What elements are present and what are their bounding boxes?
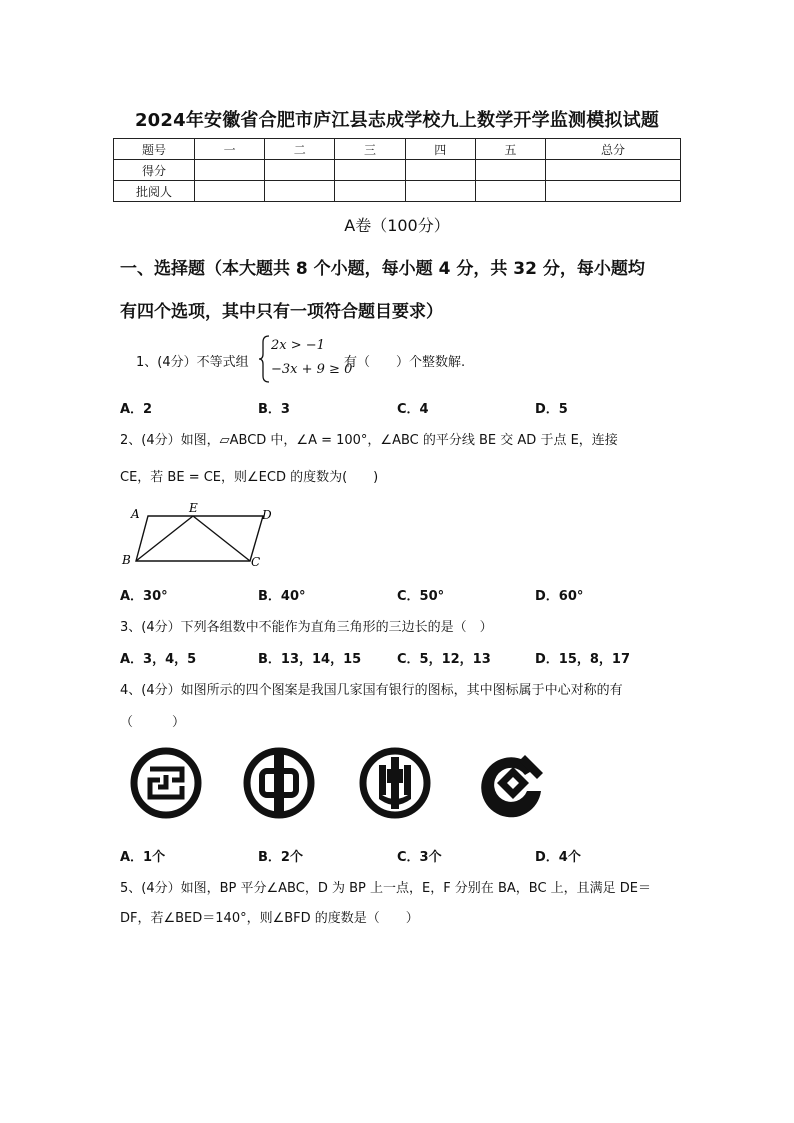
q4-line1: 4、(4分）如图所示的四个图案是我国几家国有银行的图标，其中图标属于中心对称的有 bbox=[120, 683, 623, 698]
part1-heading-line1: 一、选择题（本大题共 8 个小题，每小题 4 分，共 32 分，每小题均 bbox=[120, 259, 645, 279]
exam-title: 2024年安徽省合肥市庐江县志成学校九上数学开学监测模拟试题 bbox=[134, 110, 660, 131]
q2-line2: CE，若 BE = CE，则∠ECD 的度数为( ) bbox=[120, 470, 379, 485]
score-cell bbox=[335, 160, 405, 181]
q5-line1: 5、(4分）如图，BP 平分∠ABC，D 为 BP 上一点，E，F 分别在 BA，BC 上，且满足 DE＝ bbox=[120, 881, 652, 896]
grader-cell bbox=[546, 181, 681, 202]
q3-option-b[interactable]: B．13，14，15 bbox=[258, 652, 362, 667]
q4-option-a[interactable]: A．1个 bbox=[120, 850, 166, 865]
q2-option-c[interactable]: C．50° bbox=[397, 589, 445, 604]
score-row bbox=[114, 160, 681, 181]
q3-option-a[interactable]: A．3，4，5 bbox=[120, 652, 197, 667]
grader-cell bbox=[265, 181, 335, 202]
score-cell bbox=[265, 160, 335, 181]
score-header-cell: 总分 bbox=[546, 139, 681, 160]
q1-option-c[interactable]: C．4 bbox=[397, 402, 429, 417]
score-cell bbox=[195, 160, 265, 181]
score-table bbox=[113, 138, 681, 202]
q2-option-b[interactable]: B．40° bbox=[258, 589, 306, 604]
score-header-cell: 三 bbox=[335, 139, 405, 160]
grader-cell bbox=[195, 181, 265, 202]
score-header-cell: 五 bbox=[475, 139, 545, 160]
figure-label-c: C bbox=[251, 555, 261, 569]
q2-option-d[interactable]: D．60° bbox=[535, 589, 584, 604]
q3-option-d[interactable]: D．15，8，17 bbox=[535, 652, 631, 667]
q2-line1: 2、(4分）如图，▱ABCD 中，∠A = 100°，∠ABC 的平分线 BE 交 AD 于点 E，连接 bbox=[120, 433, 618, 448]
icbc-logo-icon bbox=[128, 745, 204, 821]
score-table-header-row bbox=[114, 139, 681, 160]
q4-line2: （ ） bbox=[120, 715, 186, 730]
figure-label-e: E bbox=[189, 501, 198, 515]
grader-cell bbox=[475, 181, 545, 202]
q3-option-c[interactable]: C．5，12，13 bbox=[397, 652, 491, 667]
q4-option-b[interactable]: B．2个 bbox=[258, 850, 303, 865]
q1-inequality-1: 2x > −1 bbox=[271, 338, 325, 353]
score-header-cell: 二 bbox=[265, 139, 335, 160]
q4-option-c[interactable]: C．3个 bbox=[397, 850, 442, 865]
grader-row bbox=[114, 181, 681, 202]
q1-option-d[interactable]: D．5 bbox=[535, 402, 568, 417]
abc-logo-icon bbox=[357, 745, 433, 821]
figure-label-d: D bbox=[262, 508, 272, 522]
q3-text: 3、(4分）下列各组数中不能作为直角三角形的三边长的是（ ） bbox=[120, 620, 493, 635]
score-cell bbox=[475, 160, 545, 181]
q1-suffix: 有（ ）个整数解. bbox=[344, 355, 466, 370]
score-header-cell: 四 bbox=[405, 139, 475, 160]
figure-label-a: A bbox=[131, 507, 140, 521]
figure-label-b: B bbox=[122, 553, 131, 567]
q4-option-d[interactable]: D．4个 bbox=[535, 850, 581, 865]
boc-logo-icon bbox=[241, 745, 317, 821]
score-header-cell: 题号 bbox=[114, 139, 195, 160]
q1-prefix: 1、(4分）不等式组 bbox=[136, 355, 249, 370]
q5-line2: DF，若∠BED＝140°，则∠BFD 的度数是（ ） bbox=[120, 911, 419, 926]
score-header-cell: 一 bbox=[195, 139, 265, 160]
section-a-heading: A卷（100分） bbox=[344, 216, 450, 235]
q1-option-a[interactable]: A．2 bbox=[120, 402, 153, 417]
ccb-logo-icon bbox=[475, 745, 551, 821]
q1-brace-icon bbox=[258, 334, 272, 384]
grader-row-label: 批阅人 bbox=[114, 181, 195, 202]
q2-option-a[interactable]: A．30° bbox=[120, 589, 168, 604]
score-cell bbox=[546, 160, 681, 181]
grader-cell bbox=[335, 181, 405, 202]
q2-parallelogram-figure bbox=[118, 498, 280, 570]
q1-option-b[interactable]: B．3 bbox=[258, 402, 290, 417]
part1-heading-line2: 有四个选项，其中只有一项符合题目要求） bbox=[120, 302, 443, 322]
score-row-label: 得分 bbox=[114, 160, 195, 181]
score-cell bbox=[405, 160, 475, 181]
q1-inequality-2: −3x + 9 ≥ 0 bbox=[271, 362, 353, 377]
grader-cell bbox=[405, 181, 475, 202]
